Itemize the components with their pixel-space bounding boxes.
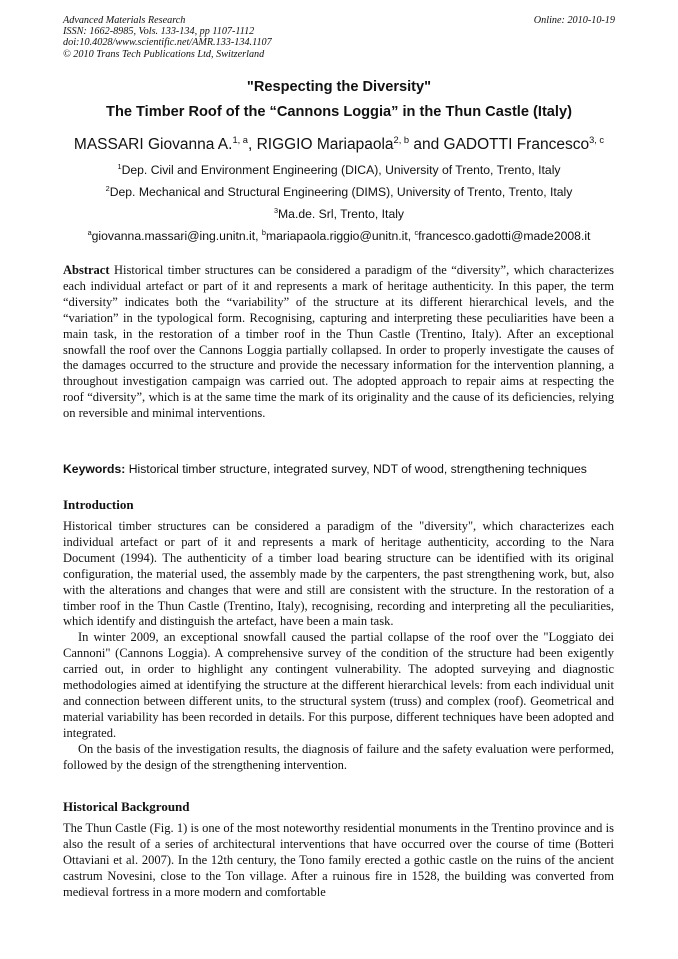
issn-line: ISSN: 1662-8985, Vols. 133-134, pp 1107-1112	[63, 26, 255, 38]
introduction-paragraph-1: Historical timber structures can be considered a paradigm of the "diversity", which characterizes each individual artefact or part of it and represents a mark of heritage authenticity, according to the Nara Document (1994). The authenticity of a timber load bearing structure can be identified with its original configuration, the material used, the assembly made by the carpenters, the past strengthening work, but, also with the alterations and changes that were and still are consistent with the structure. In the restoration of a timber roof in the Thun Castle (Trentino, Italy), recognising, recording and interpreting all the peculiarities, which identify and distinguish the artefact, have been a main task.	[63, 519, 614, 629]
introduction-paragraph-2: In winter 2009, an exceptional snowfall caused the partial collapse of the roof over the "Loggiato dei Cannoni" (Cannons Loggia). A comprehensive survey of the condition of the structure had been exigently carried out, in order to highlight any contingent vulnerability. The adopted surveying and diagnostic methodologies aimed at identifying the structure at the different hierarchical levels: from each individual unit and connection between different units, to the structural system (truss) and complex (roof). Geometrical and material variability has been recorded in details. For this purpose, different techniques have been adopted and integrated.	[63, 630, 614, 740]
introduction-body	[63, 519, 614, 774]
keywords	[63, 462, 623, 476]
keywords-text: Historical timber structure, integrated survey, NDT of wood, strengthening techniques	[125, 462, 587, 476]
author-list: MASSARI Giovanna A.$^{1, a}$, RIGGIO Mariapaola$^{2, b}$ and GADOTTI Francesco$^{3, c}$	[73, 134, 605, 153]
affiliation-2: $^2$Dep. Mechanical and Structural Engineering (DIMS), University of Trento, Trento, Italy	[105, 183, 573, 199]
historical-background-body	[63, 821, 614, 901]
author-emails: $^a$giovanna.massari@ing.unitn.it, $^b$mariapaola.riggio@unitn.it, $^c$francesco.gadotti@made2008.it	[87, 227, 591, 243]
online-date: Online: 2010-10-19	[533, 15, 615, 26]
abstract-text: Historical timber structures can be considered a paradigm of the “diversity”, which characterizes each individual artefact or part of it and represents a mark of heritage authenticity. In this paper, the term “diversity” indicates both the “variability” of the structure at its different hierarchical levels, and the “variation” in the typological form. Recognising, capturing and interpreting these peculiarities have been a main task, in the restoration of a timber roof in the Thun Castle (Trentino, Italy). After an exceptional snowfall the roof over the Cannons Loggia partially collapsed. In order to properly investigate the causes of the damages occurred to the structure and provide the necessary information for the intervention planning, a throughout investigation campaign was carried out. The adopted approach to repair aims at respecting the roof “diversity”, which is at the same time the mark of its originality and the cause of its deficiencies, relying on reversible and minimal interventions.	[63, 263, 614, 421]
historical-paragraph-1: The Thun Castle (Fig. 1) is one of the most noteworthy residential monuments in the Trentino province and is also the result of a series of architectural interventions that have occurred over the course of time (Botteri Ottaviani et al. 2007). In the 12th century, the Tono family erected a gothic castle on the ruins of the ancient castrum Novesini, close to the Ton village. After a ruinous fire in 1528, the building was converted from medieval fortress in a more modern and comfortable	[63, 821, 614, 899]
running-header	[63, 15, 272, 60]
historical-background-heading: Historical Background	[63, 799, 190, 814]
email-c: francesco.gadotti@made2008.it	[418, 229, 591, 243]
email-b: mariapaola.riggio@unitn.it,	[265, 229, 415, 243]
email-a: giovanna.massari@ing.unitn.it,	[91, 229, 262, 243]
author-1: MASSARI Giovanna A.	[73, 136, 233, 153]
paper-title-line-2: The Timber Roof of the “Cannons Loggia” in the Thun Castle (Italy)	[106, 104, 572, 120]
introduction-heading: Introduction	[63, 497, 134, 512]
keywords-label: Keywords:	[63, 462, 126, 476]
abstract-label: Abstract	[63, 263, 110, 277]
copyright-line: © 2010 Trans Tech Publications Ltd, Switzerland	[63, 48, 265, 60]
abstract	[63, 263, 614, 422]
affiliation-1: $^1$Dep. Civil and Environment Engineering (DICA), University of Trento, Trento, Italy	[117, 161, 561, 177]
journal-name: Advanced Materials Research	[63, 15, 186, 26]
paper-title-line-1: "Respecting the Diversity"	[246, 79, 432, 95]
affiliation-3: $^3$Ma.de. Srl, Trento, Italy	[273, 205, 405, 221]
doi-line: doi:10.4028/www.scientific.net/AMR.133-134.1107	[63, 37, 272, 49]
introduction-paragraph-3: On the basis of the investigation results, the diagnosis of failure and the safety evaluation were performed, followed by the design of the strengthening intervention.	[63, 741, 614, 772]
